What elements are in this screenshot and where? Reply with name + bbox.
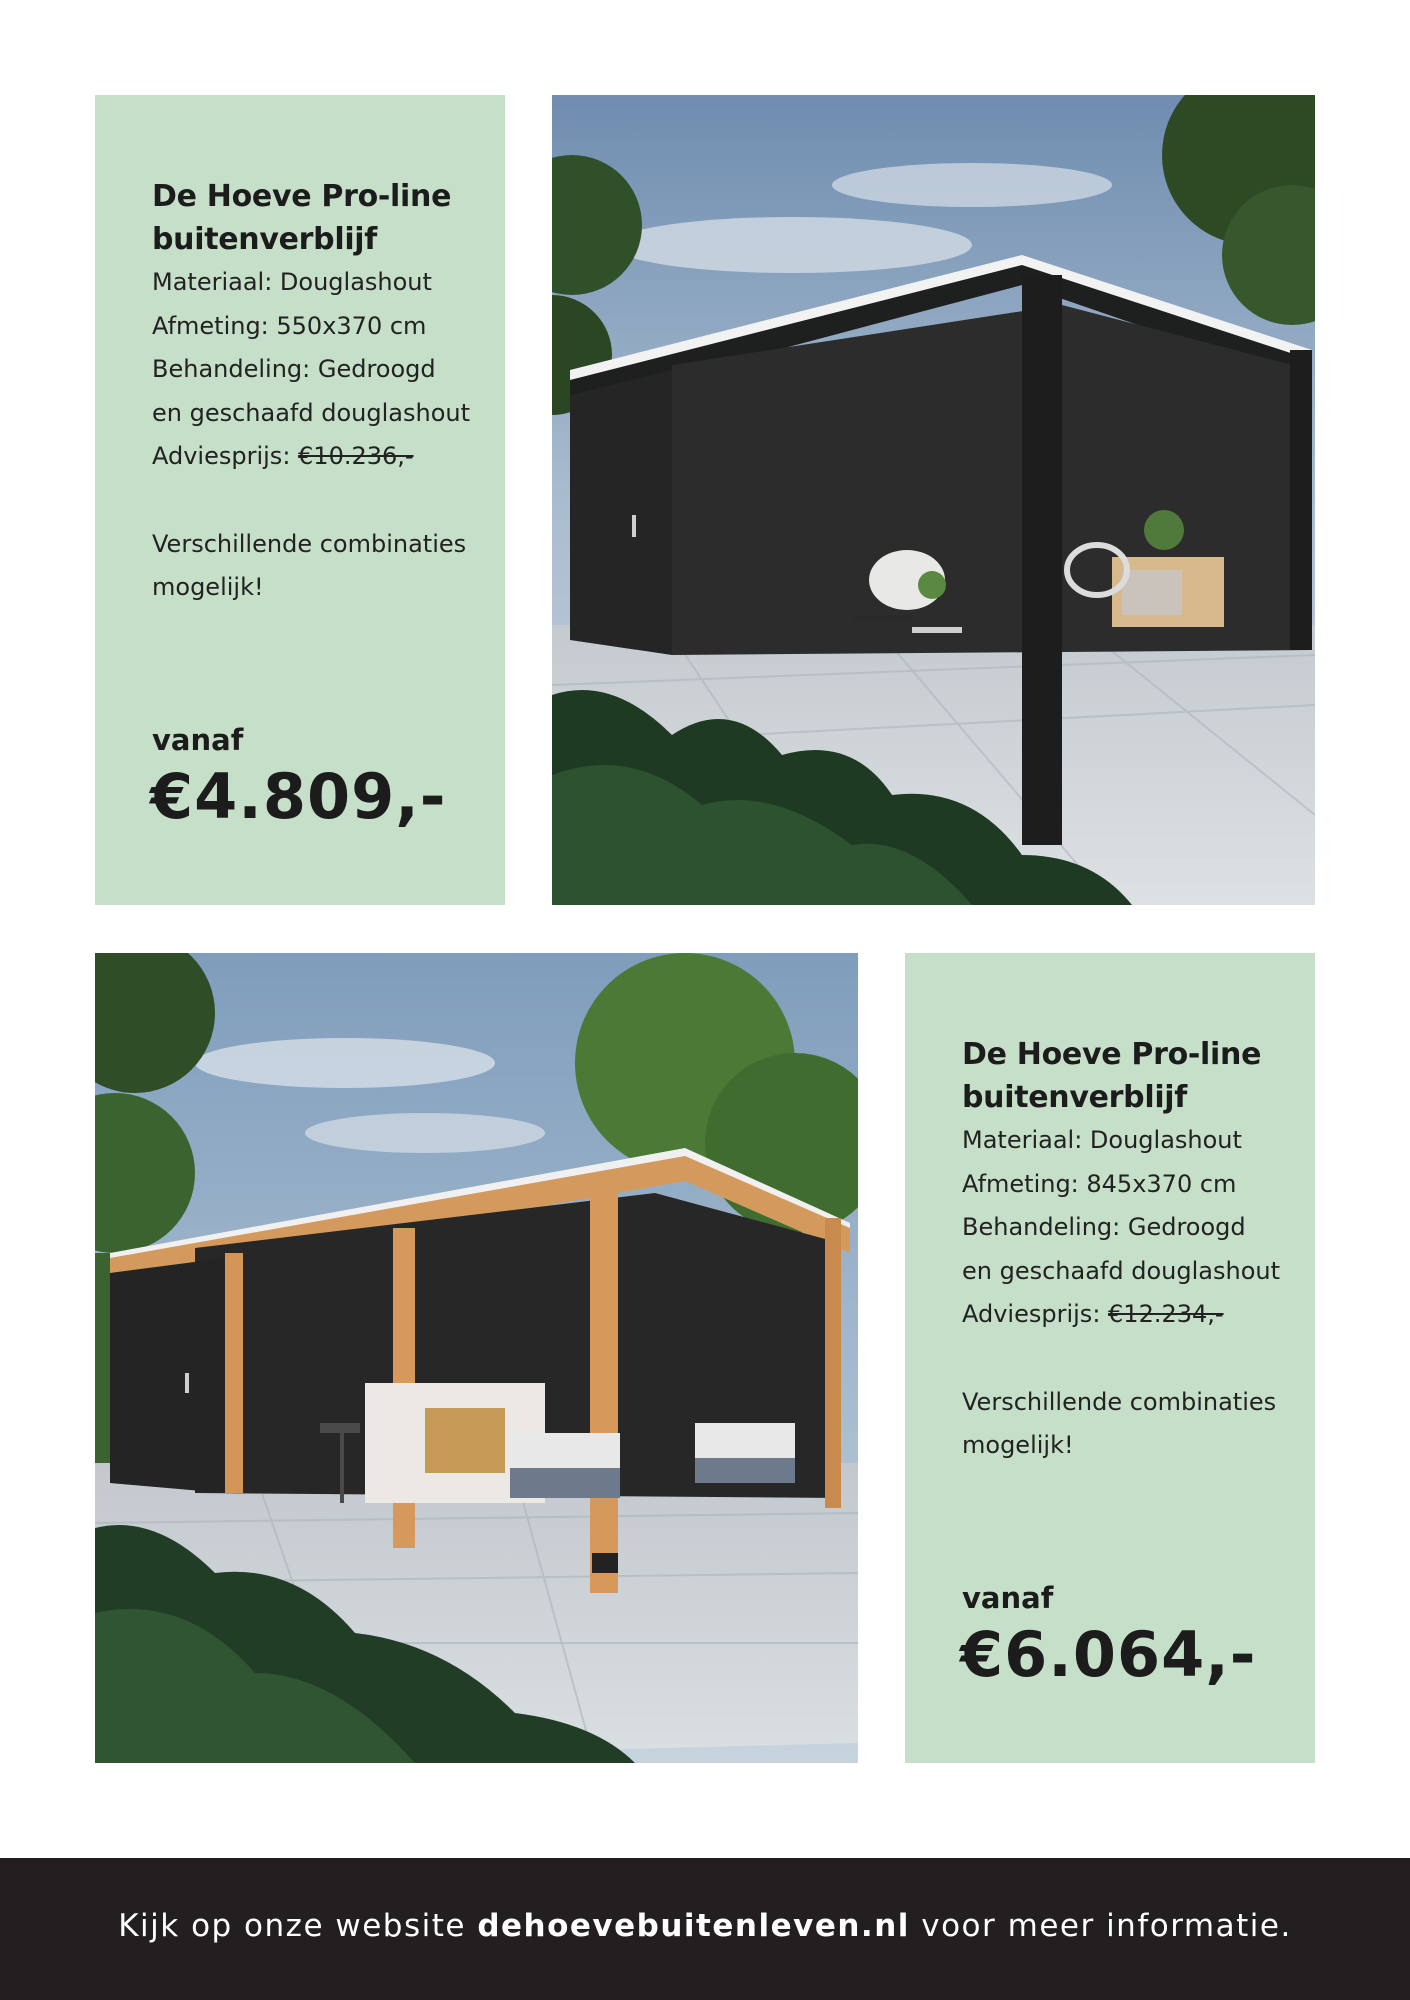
product-photo-wood-gazebo [95, 953, 858, 1763]
spec-treatment: Behandeling: Gedroogd [152, 355, 436, 383]
spec-advice-price: Adviesprijs: €12.234,- [962, 1300, 1224, 1328]
combinations-note: Verschillende combinaties mogelijk! [962, 1387, 1277, 1459]
product-card-1 [95, 95, 505, 905]
product-card-2 [905, 953, 1315, 1763]
spec-material: Materiaal: Douglashout [152, 268, 432, 296]
product-details [152, 175, 475, 610]
combinations-note: Verschillende combinaties mogelijk! [152, 529, 467, 601]
sale-price: €4.809,- [150, 760, 447, 833]
spec-treatment: Behandeling: Gedroogd [962, 1213, 1246, 1241]
old-price: €12.234,- [1108, 1300, 1224, 1328]
spec-size: Afmeting: 550x370 cm [152, 311, 427, 340]
old-price: €10.236,- [298, 442, 414, 470]
from-label: vanaf [962, 1581, 1054, 1615]
footer-text: Kijk op onze website dehoevebuitenleven.nl voor meer informatie. [118, 1908, 1292, 1944]
product-title: De Hoeve Pro-line buitenverblijf [962, 1037, 1262, 1115]
from-label: vanaf [152, 723, 244, 757]
spec-material: Materiaal: Douglashout [962, 1126, 1242, 1154]
spec-advice-price: Adviesprijs: €10.236,- [152, 442, 414, 470]
product-photo-black-gazebo [552, 95, 1315, 905]
footer-bar [0, 1858, 1410, 2000]
spec-size: Afmeting: 845x370 cm [962, 1169, 1237, 1198]
spec-treatment-cont: en geschaafd douglashout [152, 398, 470, 427]
spec-treatment-cont: en geschaafd douglashout [962, 1256, 1280, 1285]
sale-price: €6.064,- [960, 1618, 1257, 1691]
website-link[interactable]: dehoevebuitenleven.nl [477, 1908, 910, 1944]
product-details [962, 1033, 1285, 1468]
product-title: De Hoeve Pro-line buitenverblijf [152, 179, 452, 257]
